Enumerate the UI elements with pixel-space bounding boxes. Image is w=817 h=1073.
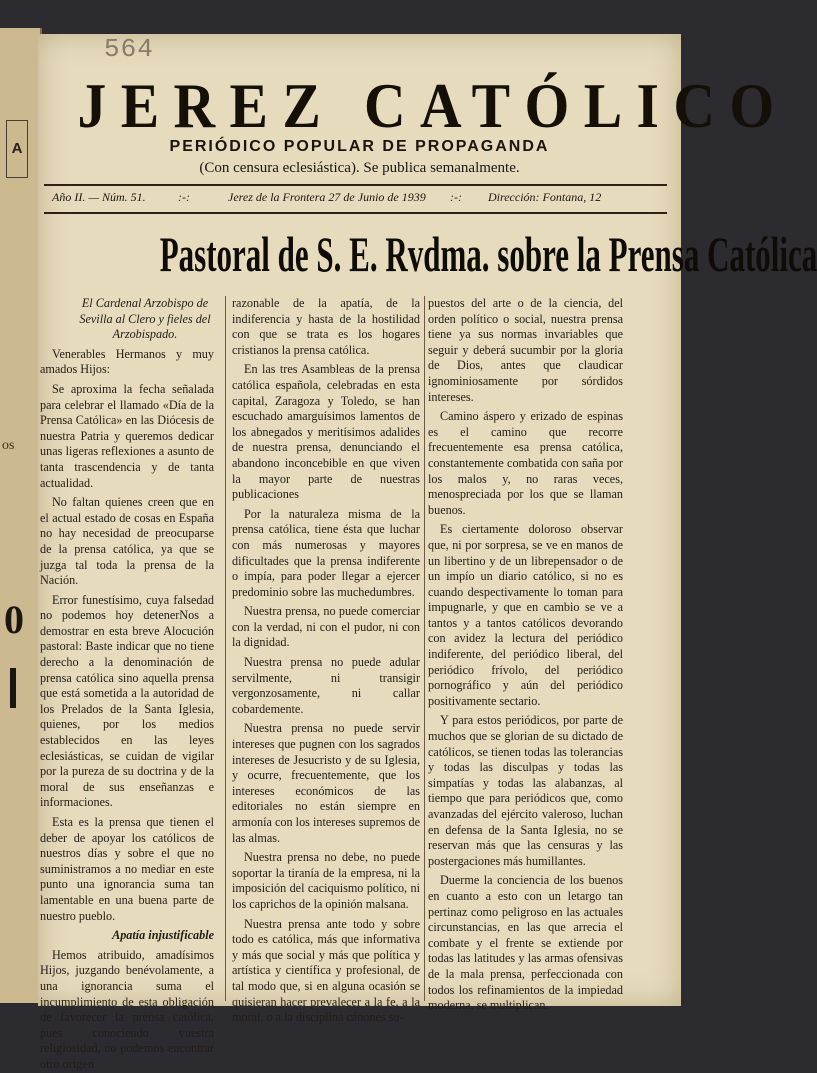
paragraph: Nuestra prensa ante todo y sobre todo es católica, más que informativa y más que social y más que política y artística y científica y profesional, de tal modo que, si en alguna ocasión se quisieran hacer prevalecer a la fe, a la moral, o a la disciplina cánones su- xyxy=(232,916,420,1025)
paragraph: Esta es la prensa que tienen el deber de apoyar los católicos de nuestros días y sobre el que no suministramos a no mediar en este punto una ignorancia suma tan lamentable en una buena parte de nuestro pueblo. xyxy=(40,815,214,923)
column-divider xyxy=(225,296,226,1001)
article-headline: Pastoral de S. E. Rvdma. sobre la Prensa Católica xyxy=(159,226,817,282)
adjacent-page-digit: 0 xyxy=(4,597,24,642)
paragraph: Nuestra prensa no debe, no puede soportar la tiranía de la empresa, ni la imposición del caciquismo político, ni los caprichos de la opinión malsana. xyxy=(232,850,420,911)
masthead-subtitle: PERIÓDICO POPULAR DE PROPAGANDA xyxy=(169,138,550,155)
paragraph: En las tres Asambleas de la prensa católica española, celebradas en esta capital, Zaragoza y Toledo, se han escuchado amarguísimos lamentos de los abnegados y meritísimos adalides de nuestra prensa, denunciando el abandono inconcebible en que viven la mayor parte de nuestras publicaciones xyxy=(232,362,420,502)
column-divider xyxy=(424,296,425,1001)
separator: :-: xyxy=(450,190,462,204)
paragraph: Se aproxima la fecha señalada para celebrar el llamado «Día de la Prensa Católica» en las Diócesis de nuestra Patria y queremos dedicar unas ligeras reflexiones a asunto de tanta trascendencia y de tanta actualidad. xyxy=(40,381,214,490)
masthead-title: JEREZ CATÓLICO xyxy=(77,70,789,141)
issue-number: Año II. — Núm. 51. xyxy=(52,190,146,204)
paragraph: Duerme la conciencia de los buenos en cuanto a esto con un letargo tan pertinaz como peligroso en las actuales circunstancias, en las que arrecia el combate y el frente se extiende por todas las latitudes y las armas ofensivas de la mala prensa, perfeccionada con todos los refinamientos de la impiedad moderna, se multiplican. xyxy=(428,873,623,1013)
bottom-rule xyxy=(44,212,667,214)
article-column-2 xyxy=(232,296,420,1025)
article-dedication: El Cardenal Arzobispo de Sevilla al Clero y fieles del Arzobispado. xyxy=(79,296,211,342)
paragraph: razonable de la apatía, de la indiferencia y hasta de la hostilidad con que se trata es los hogares cristianos la prensa católica. xyxy=(232,296,420,357)
place-date: Jerez de la Frontera 27 de Junio de 1939 xyxy=(228,190,426,204)
paragraph: Y para estos periódicos, por parte de muchos que se glorian de su dictado de católicos, se tienen todas las tolerancias y todas las disculpas y todas las simpatías y todas las alabanzas, al tiempo que para periódicos que, como avanzadas del ejército valeroso, luchan en defensa de la Santa Iglesia, no se reservan más que las censuras y las postergaciones más humillantes. xyxy=(428,713,623,868)
adjacent-page-edge xyxy=(0,28,42,1003)
paragraph: Es ciertamente doloroso observar que, ni por sorpresa, se ve en manos de un libertino y de un librepensador o de un impío un diario católico, si no es cuando despectivamente lo toman para impugnarle, y que en cambio se ve a tantos y a tantos católicos devorando con avidez la lectura del periódico indiferente, del periódico liberal, del periódico frívolo, del periódico pornográfico y aún del periódico positivamente sectario. xyxy=(428,522,623,708)
masthead-censura: (Con censura eclesiástica). Se publica semanalmente. xyxy=(199,160,520,176)
article-column-1 xyxy=(40,296,214,1071)
paragraph: Venerables Hermanos y muy amados Hijos: xyxy=(40,346,214,377)
paragraph: Hemos atribuido, amadísimos Hijos, juzgando benévolamente, a una ignorancia suma el incumplimiento de esta obligación de favorecer la prensa católica, pues conociendo vuestra religiosidad, no podemos encontrar otro origen xyxy=(40,947,214,1071)
article-column-3 xyxy=(428,296,623,1013)
adjacent-page-fragment: os xyxy=(2,438,15,453)
paragraph: No faltan quienes creen que en el actual estado de cosas en España no hay necesidad de preocuparse de la prensa católica, ya que se juzga tal toda la prensa de la Nación. xyxy=(40,495,214,588)
paragraph: Nuestra prensa no puede servir intereses que pugnen con los sagrados intereses de Jesucristo y de su Iglesia, y ocurre, frecuentemente, que los intereses económicos de las editoriales no están siempre en armonía con los intereses supremos de las almas. xyxy=(232,721,420,845)
page-number: 564 xyxy=(104,34,154,64)
top-rule xyxy=(44,184,667,186)
paragraph: Error funestísimo, cuya falsedad no podemos hoy detenerNos a demostrar en esta breve Alocución pastoral: Baste indicar que no tiene derecho a la denominación de prensa católica sino aquella prensa que está sometida a la autoridad de los Prelados de la Santa Iglesia, quienes, por los medios establecidos en las leyes eclesiásticas, se cuidan de vigilar por la pureza de su doctrina y de la moral de sus enseñanzas e informaciones. xyxy=(40,592,214,810)
adjacent-page-mark xyxy=(10,668,16,708)
adjacent-page-letter: A xyxy=(6,120,28,178)
address: Dirección: Fontana, 12 xyxy=(488,190,602,204)
paragraph: puestos del arte o de la ciencia, del orden político o social, nuestra prensa tiene ya sus normas invariables que seguir y deberá sucumbir por la gloria de Dios, antes que claudicar ignominiosamente por sórdidos intereses. xyxy=(428,296,623,404)
paragraph: Por la naturaleza misma de la prensa católica, tiene ésta que luchar con más numerosas y mayores dificultades que la prensa indiferente o impía, para poder llegar a ejercer predominio sobre las muchedumbres. xyxy=(232,506,420,599)
newspaper-page xyxy=(38,34,817,1071)
paragraph: Nuestra prensa no puede adular servilmente, ni transigir vergonzosamente, ni callar cobardemente. xyxy=(232,655,420,716)
issue-info-bar xyxy=(52,190,658,210)
separator: :-: xyxy=(178,190,190,204)
paragraph: Nuestra prensa, no puede comerciar con la verdad, ni con el pudor, ni con la dignidad. xyxy=(232,604,420,650)
paragraph: Camino áspero y erizado de espinas es el camino que recorre frecuentemente esa prensa católica, constantemente combatida con saña por los malos y, no raras veces, menospreciada por los que se llaman buenos. xyxy=(428,409,623,517)
article-subhead: Apatía injustificable xyxy=(112,928,214,943)
